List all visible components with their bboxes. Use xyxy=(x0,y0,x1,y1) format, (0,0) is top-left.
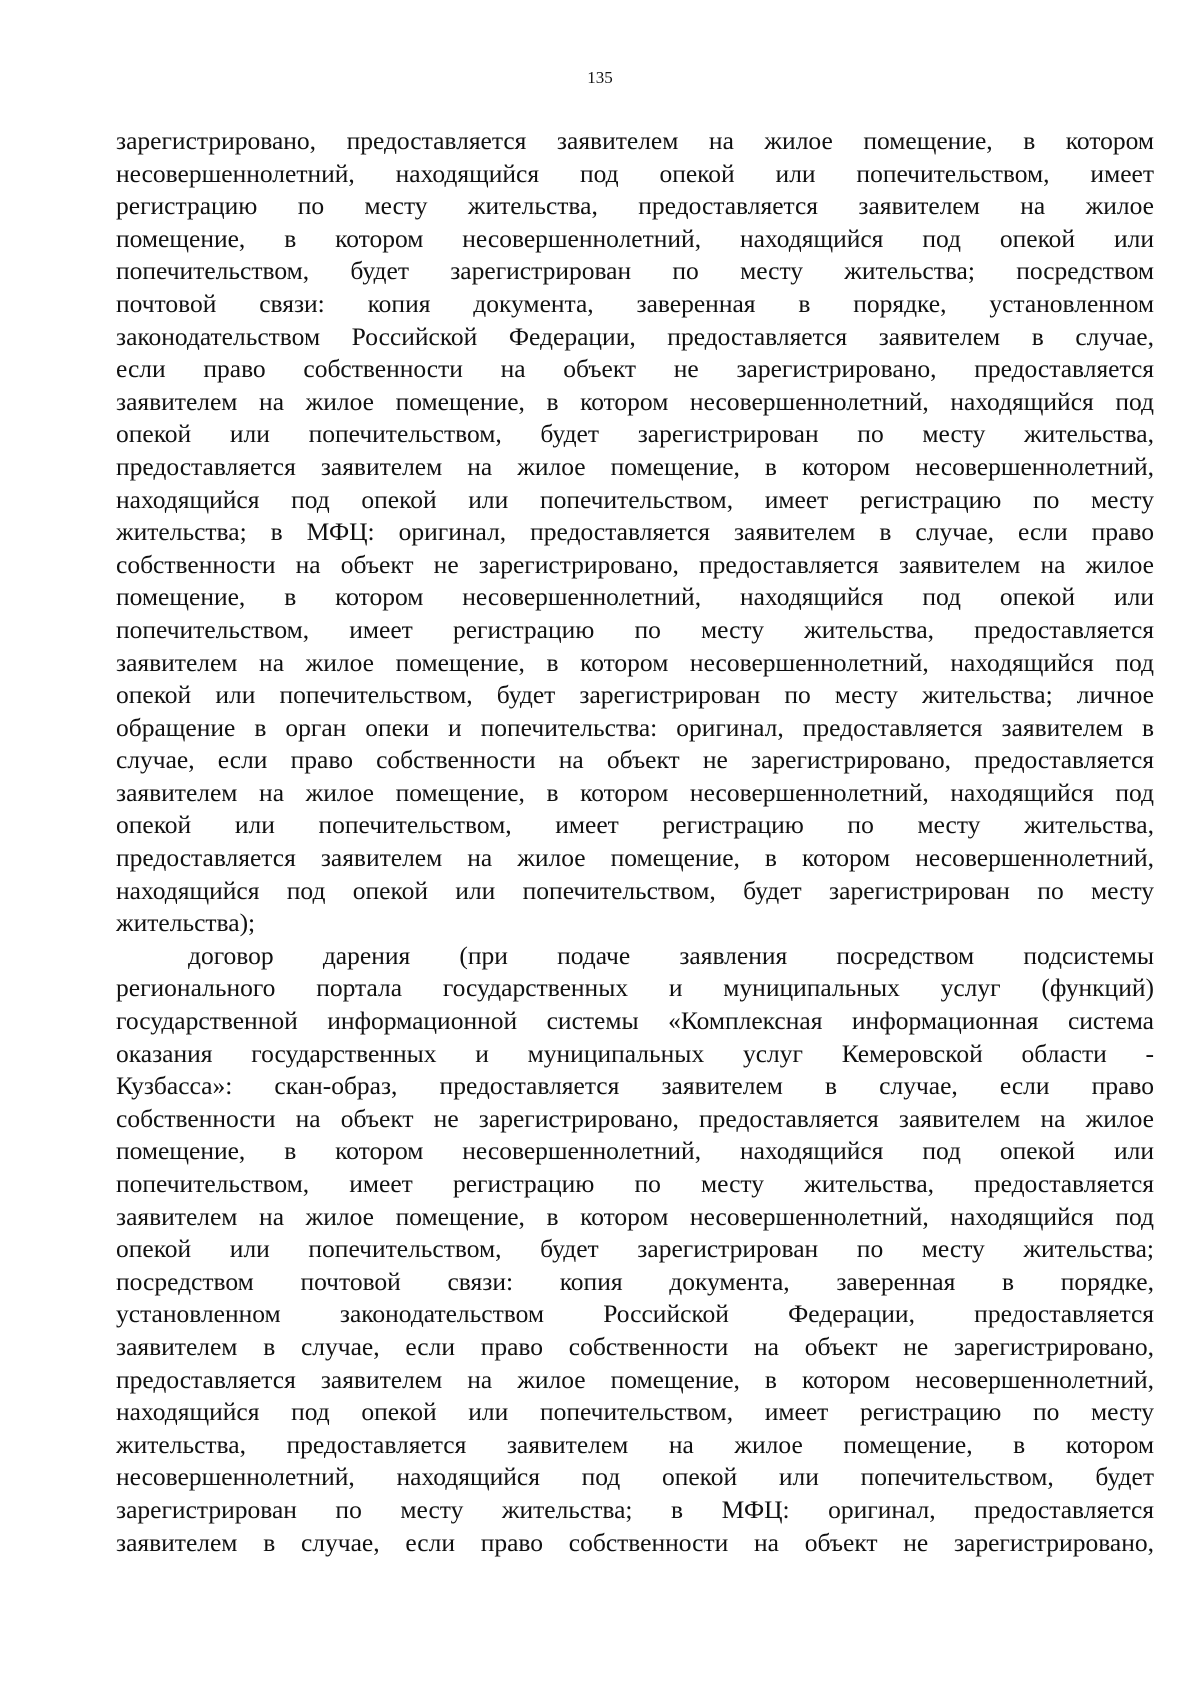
text-line: предоставляется заявителем на жилое помещение, в котором несовершеннолетний, xyxy=(116,1364,1154,1394)
text-line: законодательством Российской Федерации, предоставляется заявителем в случае, xyxy=(116,321,1154,351)
text-line: если право собственности на объект не зарегистрировано, предоставляется xyxy=(116,354,1154,384)
text-line: заявителем в случае, если право собственности на объект не зарегистрировано, xyxy=(116,1331,1154,1361)
text-line: опекой или попечительством, будет зарегистрирован по месту жительства; личное xyxy=(116,680,1154,710)
text-line: заявителем на жилое помещение, в котором несовершеннолетний, находящийся под xyxy=(116,1201,1154,1231)
page-number: 135 xyxy=(587,68,613,87)
text-line: предоставляется заявителем на жилое помещение, в котором несовершеннолетний, xyxy=(116,843,1154,873)
text-line: несовершеннолетний, находящийся под опекой или попечительством, будет xyxy=(116,1462,1154,1492)
document-body xyxy=(116,125,1154,1559)
text-line: помещение, в котором несовершеннолетний, находящийся под опекой или xyxy=(116,1136,1154,1166)
text-line: помещение, в котором несовершеннолетний, находящийся под опекой или xyxy=(116,582,1154,612)
text-line: жительства, предоставляется заявителем на жилое помещение, в котором xyxy=(116,1429,1154,1459)
text-line: зарегистрирован по месту жительства; в МФЦ: оригинал, предоставляется xyxy=(116,1494,1154,1524)
text-line: опекой или попечительством, будет зарегистрирован по месту жительства; xyxy=(116,1234,1154,1264)
text-line: заявителем на жилое помещение, в котором несовершеннолетний, находящийся под xyxy=(116,777,1154,807)
text-line: несовершеннолетний, находящийся под опекой или попечительством, имеет xyxy=(116,158,1154,188)
text-line: зарегистрировано, предоставляется заявителем на жилое помещение, в котором xyxy=(116,126,1154,155)
text-line: заявителем в случае, если право собственности на объект не зарегистрировано, xyxy=(116,1527,1154,1557)
text-line: находящийся под опекой или попечительством, будет зарегистрирован по месту xyxy=(116,875,1154,905)
text-line: опекой или попечительством, будет зарегистрирован по месту жительства, xyxy=(116,419,1154,449)
text-line: почтовой связи: копия документа, заверенная в порядке, установленном xyxy=(116,288,1154,318)
text-line: предоставляется заявителем на жилое помещение, в котором несовершеннолетний, xyxy=(116,451,1154,481)
text-line: попечительством, будет зарегистрирован по месту жительства; посредством xyxy=(116,256,1154,286)
text-line: заявителем на жилое помещение, в котором несовершеннолетний, находящийся под xyxy=(116,386,1154,416)
text-line: договор дарения (при подаче заявления посредством подсистемы xyxy=(188,940,1154,970)
text-line: попечительством, имеет регистрацию по месту жительства, предоставляется xyxy=(116,1169,1154,1198)
text-line: установленном законодательством Российской Федерации, предоставляется xyxy=(116,1299,1154,1329)
text-line: регионального портала государственных и муниципальных услуг (функций) xyxy=(116,973,1154,1003)
paragraph-1 xyxy=(116,125,1154,940)
text-line: обращение в орган опеки и попечительства: оригинал, предоставляется заявителем в xyxy=(116,712,1154,742)
text-line: собственности на объект не зарегистрировано, предоставляется заявителем на жилое xyxy=(116,1103,1154,1133)
text-line: жительства); xyxy=(116,908,256,938)
text-line: случае, если право собственности на объект не зарегистрировано, предоставляется xyxy=(116,745,1154,775)
text-line: помещение, в котором несовершеннолетний, находящийся под опекой или xyxy=(116,223,1154,253)
text-line: Кузбасса»: скан-образ, предоставляется заявителем в случае, если право xyxy=(116,1071,1154,1101)
text-line: регистрацию по месту жительства, предоставляется заявителем на жилое xyxy=(116,191,1154,221)
text-line: попечительством, имеет регистрацию по месту жительства, предоставляется xyxy=(116,614,1154,644)
text-line: находящийся под опекой или попечительством, имеет регистрацию по месту xyxy=(116,1397,1154,1427)
text-line: жительства; в МФЦ: оригинал, предоставляется заявителем в случае, если право xyxy=(116,517,1154,547)
text-line: заявителем на жилое помещение, в котором несовершеннолетний, находящийся под xyxy=(116,647,1154,677)
paragraph-2 xyxy=(116,940,1154,1559)
text-line: находящийся под опекой или попечительством, имеет регистрацию по месту xyxy=(116,484,1154,514)
text-line: собственности на объект не зарегистрировано, предоставляется заявителем на жилое xyxy=(116,549,1154,579)
text-line: оказания государственных и муниципальных услуг Кемеровской области - xyxy=(116,1038,1154,1068)
text-line: государственной информационной системы «Комплексная информационная система xyxy=(116,1006,1154,1036)
text-line: опекой или попечительством, имеет регистрацию по месту жительства, xyxy=(116,810,1154,840)
text-line: посредством почтовой связи: копия документа, заверенная в порядке, xyxy=(116,1266,1154,1296)
